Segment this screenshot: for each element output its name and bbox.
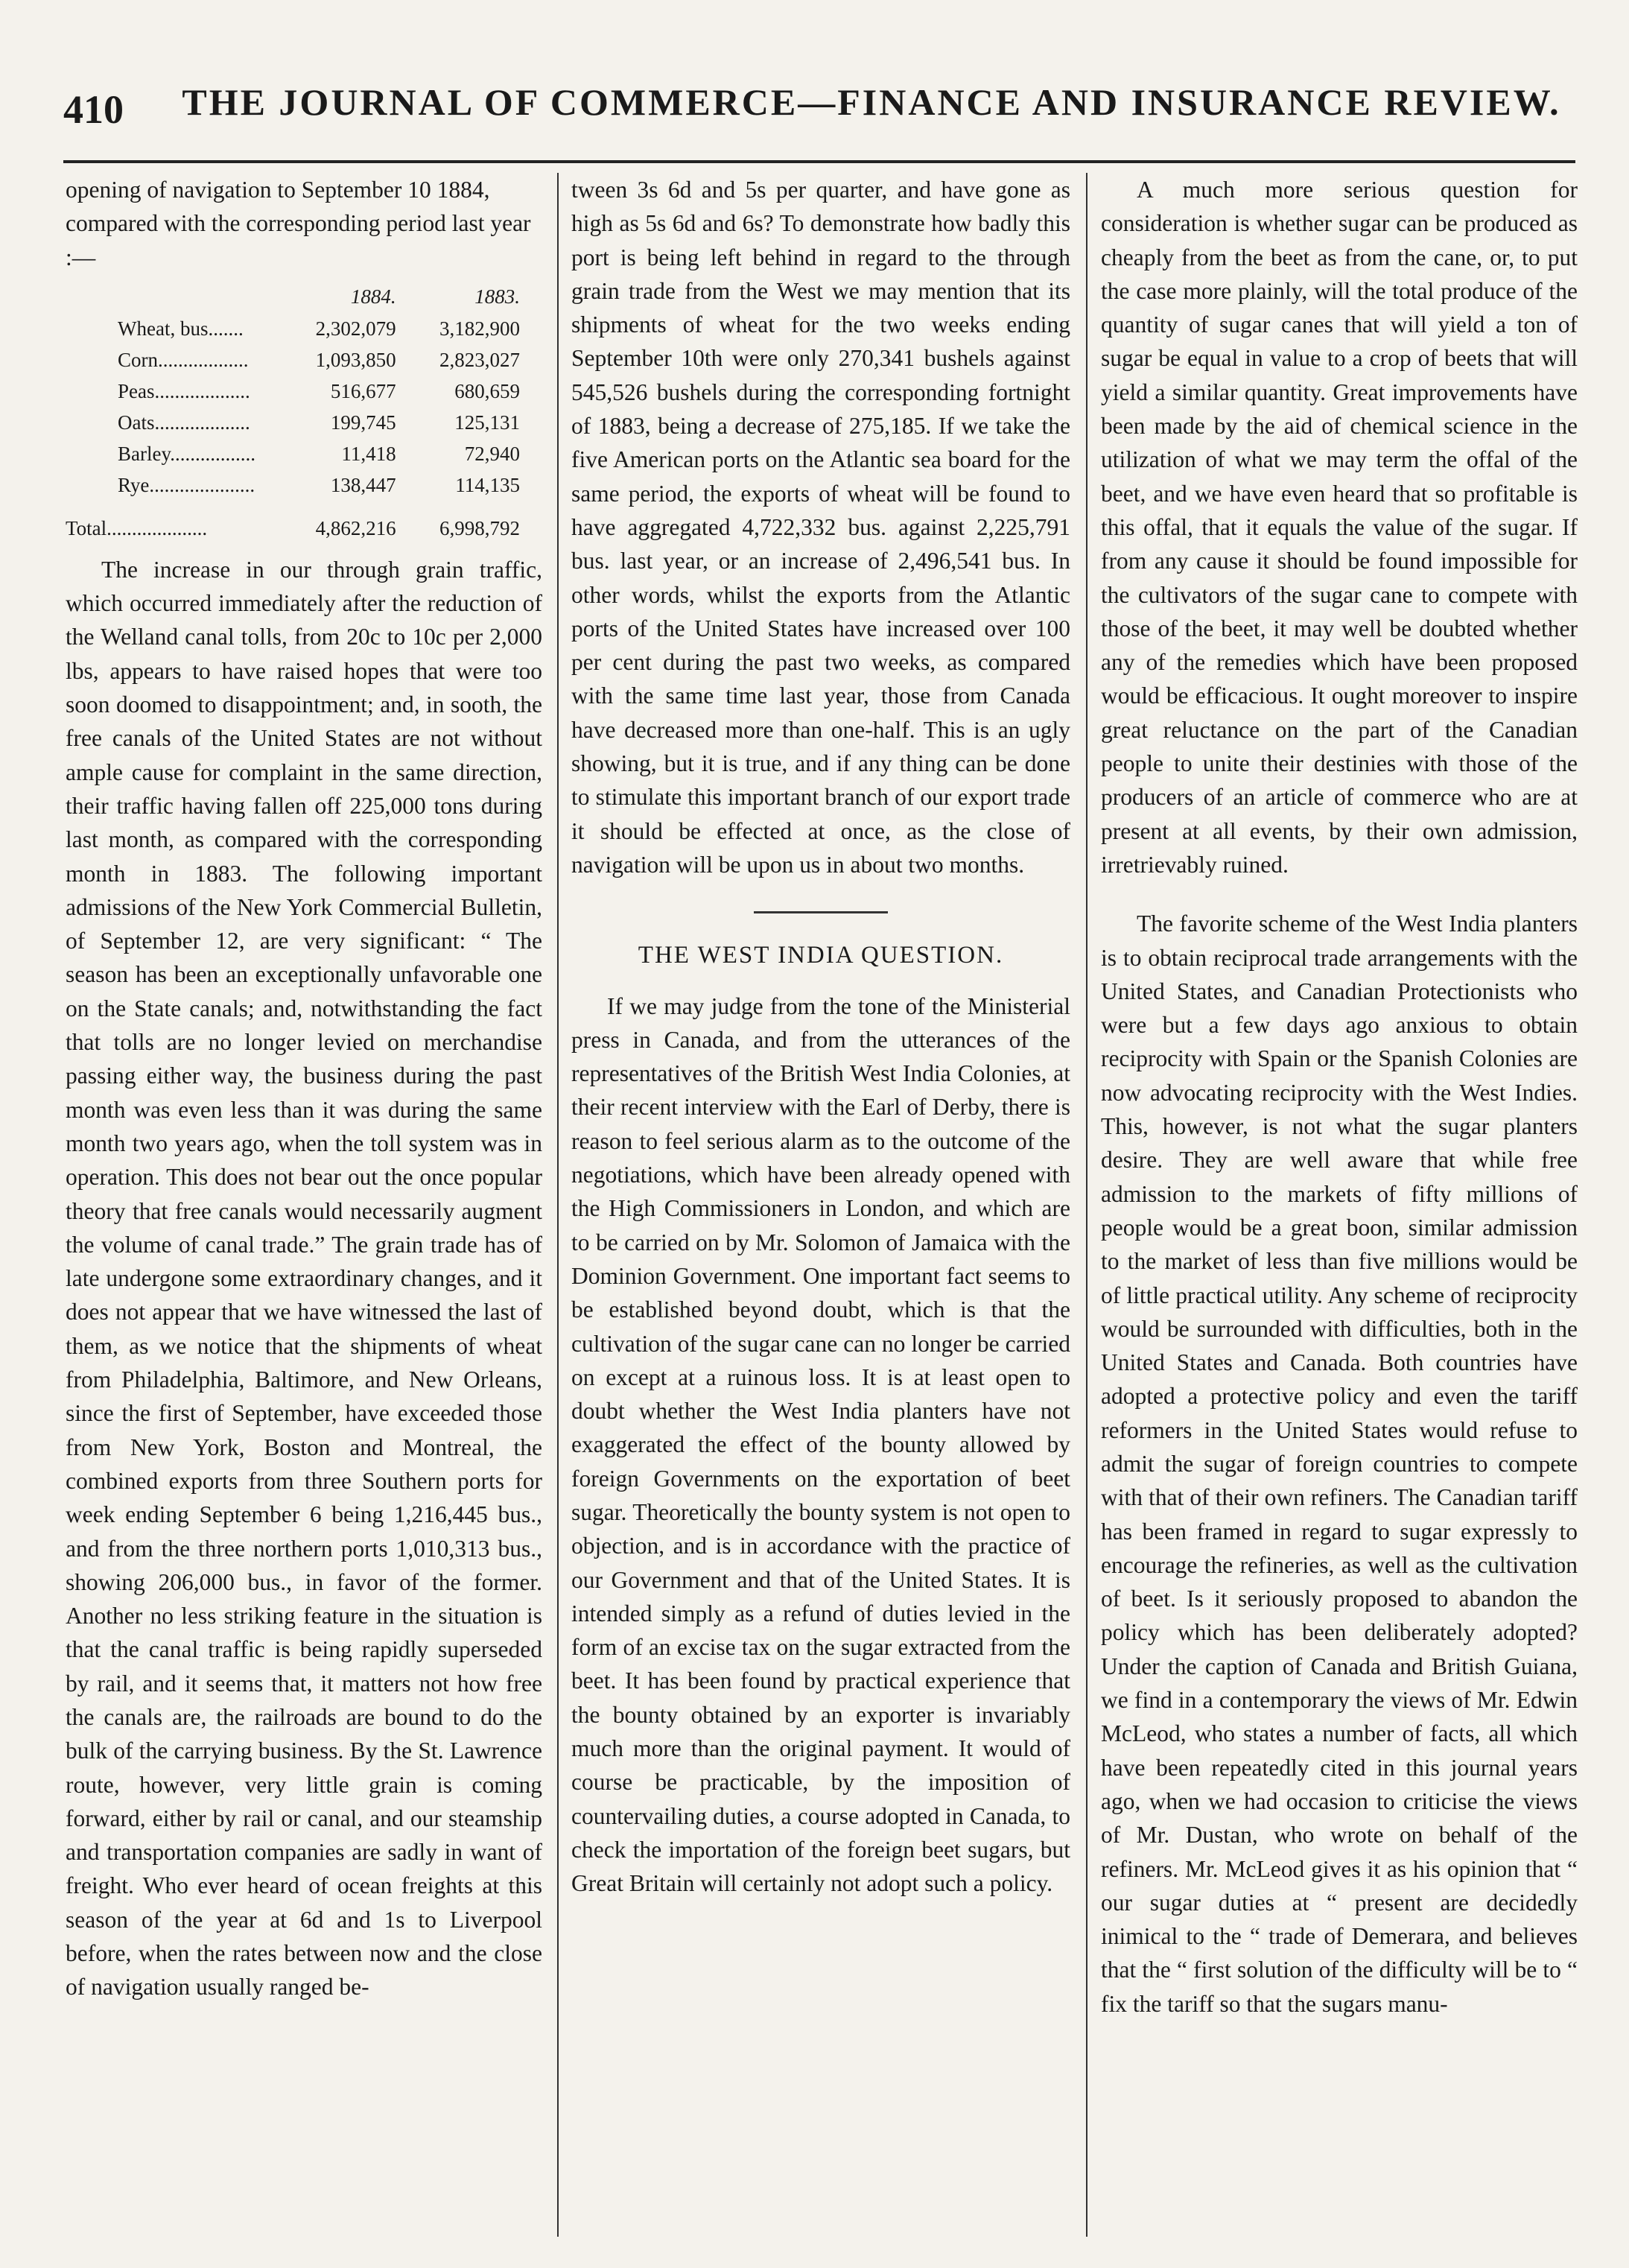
table-cell: 680,659 <box>454 379 520 402</box>
section-heading: THE WEST INDIA QUESTION. <box>638 942 1004 969</box>
column-3 <box>1101 173 1578 2021</box>
table-cell: 1,093,850 <box>315 348 396 371</box>
article-paragraph: If we may judge from the tone of the Ministerial press in Canada, and from the utterances of the representatives of the British West India Colonies, at their recent interview with the Earl of Derby, there is reason to feel serious alarm as to the outcome of the negotiations, which have been already opened with the High Commissioners in London, and which are to be carried on by Mr. Solomon of Jamaica with the Dominion Government. One important fact seems to be established beyond doubt, which is that the cultivation of the sugar cane can no longer be carried on except at a ruinous loss. It is at least open to doubt whether the West India planters have not exaggerated the effect of the bounty allowed by foreign Governments on the exportation of beet sugar. Theoretically the bounty system is not open to objection, and is in accordance with the practice of our Government and that of the United States. It is intended simply as a refund of duties levied in the form of an excise tax on the sugar extracted from the beet. It has been found by practical experience that the bounty obtained by an exporter is invariably much more than the original payment. It would of course be practicable, by the imposition of countervailing duties, a course adopted in Canada, to check the importation of the foreign beet sugars, but Great Britain will certainly not adopt such a policy. <box>571 992 1070 1897</box>
section-divider <box>754 911 888 913</box>
table-cell: Peas................... <box>118 379 250 402</box>
table-row <box>66 438 542 469</box>
column-divider <box>557 173 559 2237</box>
table-total-row <box>66 501 542 544</box>
table-cell: 199,745 <box>330 411 396 434</box>
article-paragraph: A much more serious question for consideration is whether sugar can be produced as cheaply from the beet as from the cane, or, to put the case more plainly, will the total produce of the quantity of sugar canes that will yield a ton of sugar be equal in value to a crop of beets that will yield a similar quantity. Great improvements have been made by the aid of chemical science in the utilization of what we may term the offal of the beet, and we have even heard that so profitable is this offal, that it equals the value of the sugar. If from any cause it should be found impossible for the cultivators of the sugar cane to compete with those of the beet, it may well be doubted whether any of the remedies which have been proposed would be efficacious. It ought moreover to inspire great reluctance on the part of the Canadian people to unite their destinies with those of the producers of an article of commerce who are at present at all events, by their own admission, irretrievably ruined. <box>1101 177 1578 878</box>
table-cell: 6,998,792 <box>439 516 520 539</box>
table-header-row <box>66 280 542 313</box>
article-paragraph: The increase in our through grain traffic, which occurred immediately after the reduction of the Welland canal tolls, from 20c to 10c per 2,000 lbs, appears to have raised hopes that were too soon doomed to disappointment; and, in sooth, the free canals of the United States are not without ample cause for complaint in the same direction, their traffic having fallen off 225,000 tons during last month, as compared with the corresponding month in 1883. The following important admissions of the New York Commercial Bulletin, of September 12, are very significant: “ The season has been an exceptionally unfavorable one on the State canals; and, notwithstanding the fact that tolls are no longer levied on merchandise passing either way, the business during the past month was even less than it was during the same month two years ago, when the toll system was in operation. This does not bear out the once popular theory that free canals would necessarily augment the volume of canal trade.” The grain trade has of late undergone some extraordinary changes, and it does not appear that we have witnessed the last of them, as we notice that the shipments of wheat from Philadelphia, Baltimore, and New Orleans, since the first of September, have exceeded those from New York, Boston and Montreal, the combined exports from three Southern ports for week ending September 6 being 1,216,445 bus., and from the three northern ports 1,010,313 bus., showing 206,000 bus., in favor of the former. Another no less striking feature in the situation is that the canal traffic is being rapidly superseded by rail, and it seems that, it matters not how free the canals are, the railroads are bound to do the bulk of the carrying business. By the St. Lawrence route, however, very little grain is coming forward, either by rail or canal, and our steamship and transportation companies are sadly in want of freight. Who ever heard of ocean freights at this season of the year at 6d and 1s to Liverpool before, when the rates between now and the close of navigation usually ranged be- <box>66 556 542 2001</box>
table-cell: Oats................... <box>118 411 250 434</box>
table-cell: Wheat, bus....... <box>118 317 244 340</box>
table-cell: 516,677 <box>330 379 396 402</box>
table-cell: Rye..................... <box>118 473 255 496</box>
column-divider <box>1086 173 1087 2237</box>
table-cell: 138,447 <box>330 473 396 496</box>
table-row <box>66 344 542 376</box>
table-cell: 2,823,027 <box>439 348 520 371</box>
table-cell: Corn.................. <box>118 348 249 371</box>
table-row <box>66 313 542 344</box>
table-header: 1884. <box>350 285 396 308</box>
page-header <box>63 80 1575 140</box>
table-cell: 4,862,216 <box>315 516 396 539</box>
grain-shipments-table <box>66 280 542 544</box>
table-header: 1883. <box>474 285 520 308</box>
header-rule <box>63 160 1575 163</box>
running-title: THE JOURNAL OF COMMERCE—FINANCE AND INSURANCE REVIEW. <box>182 81 1561 123</box>
table-cell: 3,182,900 <box>439 317 520 340</box>
article-paragraph: tween 3s 6d and 5s per quarter, and have gone as high as 5s 6d and 6s? To demonstrate how badly this port is being left behind in regard to the through grain trade from the West we may mention that its shipments of wheat for the two weeks ending September 10th were only 270,341 bushels against 545,526 bushels during the corresponding fortnight of 1883, being a decrease of 275,185. If we take the five American ports on the Atlantic sea board for the same period, the exports of wheat will be found to have aggregated 4,722,332 bus. against 2,225,791 bus. last year, or an increase of 2,496,541 bus. In other words, whilst the exports from the Atlantic ports of the United States have increased over 100 per cent during the past two weeks, as compared with the same time last year, those from Canada have decreased more than one-half. This is an ugly showing, but it is true, and if any thing can be done to stimulate this important branch of our export trade it should be effected at once, as the close of navigation will be upon us in about two months. <box>571 177 1070 878</box>
article-paragraph: The favorite scheme of the West India planters is to obtain reciprocal trade arrangements with the United States, and Canadian Protectionists who were but a few days ago anxious to obtain reciprocity with Spain or the Spanish Colonies are now advocating reciprocity with the West Indies. This, however, is not what the sugar planters desire. They are well aware that while free admission to the markets of fifty millions of people would be a great boon, similar admission to the market of less than five millions would be of little practical utility. Any scheme of reciprocity would be surrounded with difficulties, both in the United States and Canada. Both countries have adopted a protective policy and even the tariff reformers in the United States would refuse to admit the sugar of foreign countries to compete with that of their own refiners. The Canadian tariff has been framed in regard to sugar expressly to encourage the refineries, as well as the cultivation of beet. Is it seriously proposed to abandon the policy which has been deliberately adopted? Under the caption of Canada and British Guiana, we find in a contemporary the views of Mr. Edwin McLeod, who states a number of facts, all which have been repeatedly cited in this journal years ago, when we had occasion to criticise the views of Mr. Dustan, who wrote on behalf of the refiners. Mr. McLeod gives it as his opinion that “ our sugar duties at “ present are decidedly inimical to the “ trade of Demerara, and believes that the “ first solution of the difficulty will be to “ fix the tariff so that the sugars manu- <box>1101 910 1578 2017</box>
table-row <box>66 407 542 438</box>
table-header <box>66 280 294 313</box>
table-cell: 125,131 <box>454 411 520 434</box>
column-2 <box>571 173 1070 1901</box>
column-1 <box>66 173 542 2004</box>
table-cell: 114,135 <box>455 473 520 496</box>
table-intro: opening of navigation to September 10 1884, compared with the corresponding period last year :— <box>66 177 531 270</box>
table-cell: 72,940 <box>464 442 520 465</box>
table-row <box>66 376 542 407</box>
table-cell: Total.................... <box>66 516 208 539</box>
table-cell: 11,418 <box>341 442 396 465</box>
page-number: 410 <box>63 87 124 132</box>
table-row <box>66 469 542 501</box>
table-cell: 2,302,079 <box>315 317 396 340</box>
table-cell: Barley................. <box>118 442 255 465</box>
